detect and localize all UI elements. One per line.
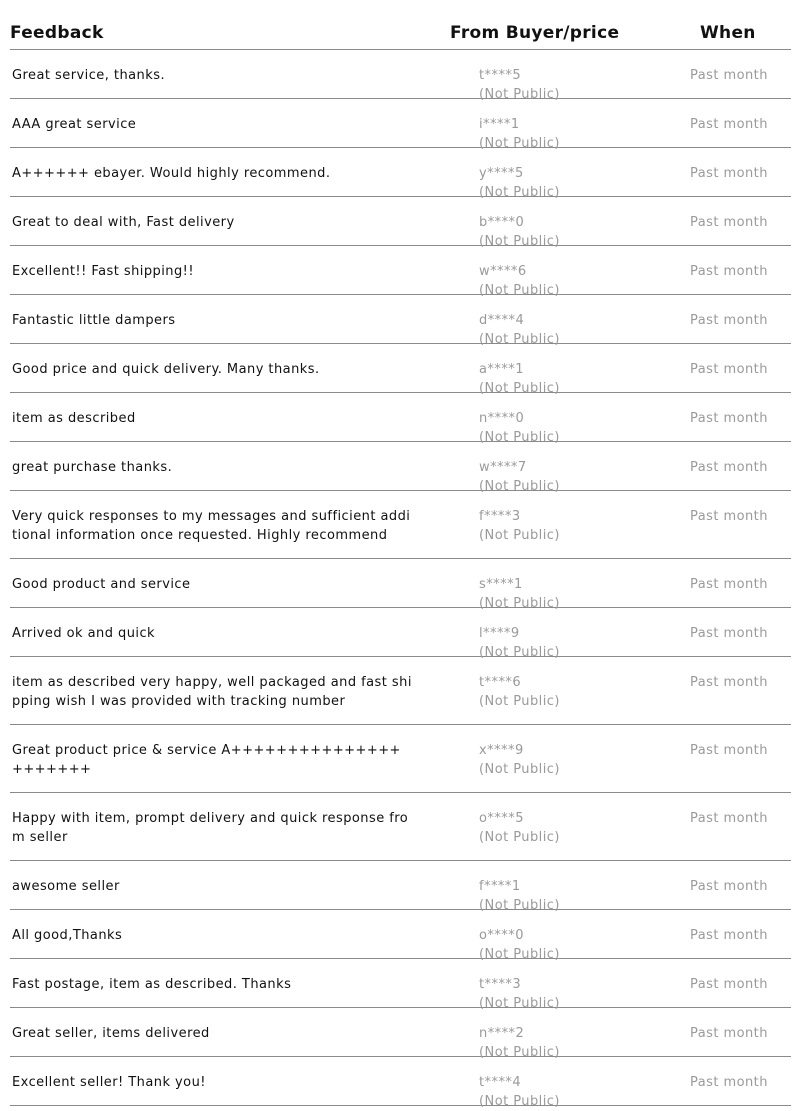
buyer-visibility: (Not Public) — [479, 283, 560, 298]
buyer-visibility: (Not Public) — [479, 185, 560, 200]
feedback-when: Past month — [690, 411, 768, 426]
feedback-when: Past month — [690, 626, 768, 641]
table-row — [10, 491, 791, 559]
buyer-cell — [479, 1073, 560, 1111]
feedback-comment: Fantastic little dampers — [12, 313, 176, 328]
feedback-when: Past month — [690, 68, 768, 83]
buyer-id: o****0 — [479, 928, 524, 943]
feedback-comment: Excellent seller! Thank you! — [12, 1075, 206, 1090]
buyer-visibility: (Not Public) — [479, 381, 560, 396]
table-row — [10, 50, 791, 102]
buyer-visibility: (Not Public) — [479, 694, 560, 709]
feedback-when: Past month — [690, 362, 768, 377]
feedback-comment: Great seller, items delivered — [12, 1026, 210, 1041]
buyer-visibility: (Not Public) — [479, 762, 560, 777]
feedback-comment: item as described very happy, well packaged and fast shipping wish I was provided with tracking number — [12, 675, 412, 709]
buyer-cell — [479, 507, 560, 545]
table-row — [10, 1008, 791, 1060]
feedback-when: Past month — [690, 928, 768, 943]
buyer-visibility: (Not Public) — [479, 87, 560, 102]
table-row — [10, 861, 791, 913]
column-header-buyer[interactable]: From Buyer/price — [450, 23, 620, 43]
buyer-visibility: (Not Public) — [479, 898, 560, 913]
feedback-when: Past month — [690, 1026, 768, 1041]
feedback-comment: Great product price & service A++++++++++++++++++++++ — [12, 743, 401, 777]
buyer-id: i****1 — [479, 117, 520, 132]
feedback-when: Past month — [690, 577, 768, 592]
table-row — [10, 910, 791, 962]
buyer-id: t****3 — [479, 977, 522, 992]
column-header-feedback[interactable]: Feedback — [10, 23, 104, 43]
feedback-comment: AAA great service — [12, 117, 137, 132]
buyer-id: d****4 — [479, 313, 525, 328]
buyer-visibility: (Not Public) — [479, 1094, 560, 1109]
feedback-when: Past month — [690, 264, 768, 279]
feedback-when: Past month — [690, 117, 768, 132]
buyer-id: w****7 — [479, 460, 527, 475]
table-row — [10, 148, 791, 200]
table-row — [10, 608, 791, 660]
feedback-when: Past month — [690, 743, 768, 758]
table-row — [10, 295, 791, 347]
table-row — [10, 959, 791, 1011]
feedback-comment: A++++++ ebayer. Would highly recommend. — [12, 166, 331, 181]
table-row — [10, 246, 791, 298]
feedback-when: Past month — [690, 1075, 768, 1090]
table-row — [10, 393, 791, 445]
buyer-id: s****1 — [479, 577, 523, 592]
feedback-comment: Very quick responses to my messages and sufficient additional information once requested. Highly recommend — [12, 509, 411, 543]
table-row — [10, 559, 791, 611]
buyer-visibility: (Not Public) — [479, 528, 560, 543]
buyer-id: b****0 — [479, 215, 525, 230]
buyer-visibility: (Not Public) — [479, 479, 560, 494]
buyer-id: t****6 — [479, 675, 522, 690]
buyer-id: y****5 — [479, 166, 524, 181]
buyer-id: l****9 — [479, 626, 520, 641]
buyer-visibility: (Not Public) — [479, 332, 560, 347]
table-row — [10, 99, 791, 151]
feedback-when: Past month — [690, 313, 768, 328]
column-header-when[interactable]: When — [700, 23, 756, 43]
feedback-when: Past month — [690, 166, 768, 181]
table-row — [10, 442, 791, 494]
feedback-comment: Good price and quick delivery. Many thanks. — [12, 362, 320, 377]
feedback-comment: awesome seller — [12, 879, 120, 894]
buyer-id: f****1 — [479, 879, 521, 894]
feedback-when: Past month — [690, 879, 768, 894]
feedback-comment: great purchase thanks. — [12, 460, 173, 475]
feedback-comment: item as described — [12, 411, 136, 426]
buyer-id: n****2 — [479, 1026, 525, 1041]
buyer-visibility: (Not Public) — [479, 136, 560, 151]
table-header — [10, 0, 791, 50]
feedback-comment: Happy with item, prompt delivery and quick response from seller — [12, 811, 409, 845]
buyer-cell — [479, 809, 560, 847]
feedback-when: Past month — [690, 811, 768, 826]
buyer-visibility: (Not Public) — [479, 1045, 560, 1060]
buyer-visibility: (Not Public) — [479, 596, 560, 611]
feedback-when: Past month — [690, 509, 768, 524]
feedback-table — [10, 0, 791, 1109]
buyer-cell — [479, 741, 560, 779]
feedback-comment: Great to deal with, Fast delivery — [12, 215, 235, 230]
buyer-id: o****5 — [479, 811, 524, 826]
feedback-comment: Fast postage, item as described. Thanks — [12, 977, 292, 992]
feedback-comment: Excellent!! Fast shipping!! — [12, 264, 194, 279]
feedback-when: Past month — [690, 215, 768, 230]
buyer-id: n****0 — [479, 411, 525, 426]
table-row — [10, 657, 791, 725]
buyer-visibility: (Not Public) — [479, 234, 560, 249]
buyer-id: t****5 — [479, 68, 522, 83]
buyer-visibility: (Not Public) — [479, 645, 560, 660]
table-row — [10, 344, 791, 396]
buyer-id: x****9 — [479, 743, 524, 758]
feedback-comment: Good product and service — [12, 577, 191, 592]
table-row — [10, 725, 791, 793]
buyer-visibility: (Not Public) — [479, 947, 560, 962]
buyer-id: t****4 — [479, 1075, 522, 1090]
feedback-comment: Great service, thanks. — [12, 68, 166, 83]
buyer-visibility: (Not Public) — [479, 830, 560, 845]
buyer-id: f****3 — [479, 509, 521, 524]
feedback-comment: Arrived ok and quick — [12, 626, 156, 641]
buyer-cell — [479, 673, 560, 711]
buyer-id: a****1 — [479, 362, 524, 377]
table-row — [10, 197, 791, 249]
feedback-when: Past month — [690, 675, 768, 690]
table-row — [10, 793, 791, 861]
table-row — [10, 1057, 791, 1109]
buyer-visibility: (Not Public) — [479, 430, 560, 445]
feedback-when: Past month — [690, 977, 768, 992]
feedback-when: Past month — [690, 460, 768, 475]
buyer-visibility: (Not Public) — [479, 996, 560, 1011]
feedback-comment: All good,Thanks — [12, 928, 123, 943]
buyer-id: w****6 — [479, 264, 527, 279]
